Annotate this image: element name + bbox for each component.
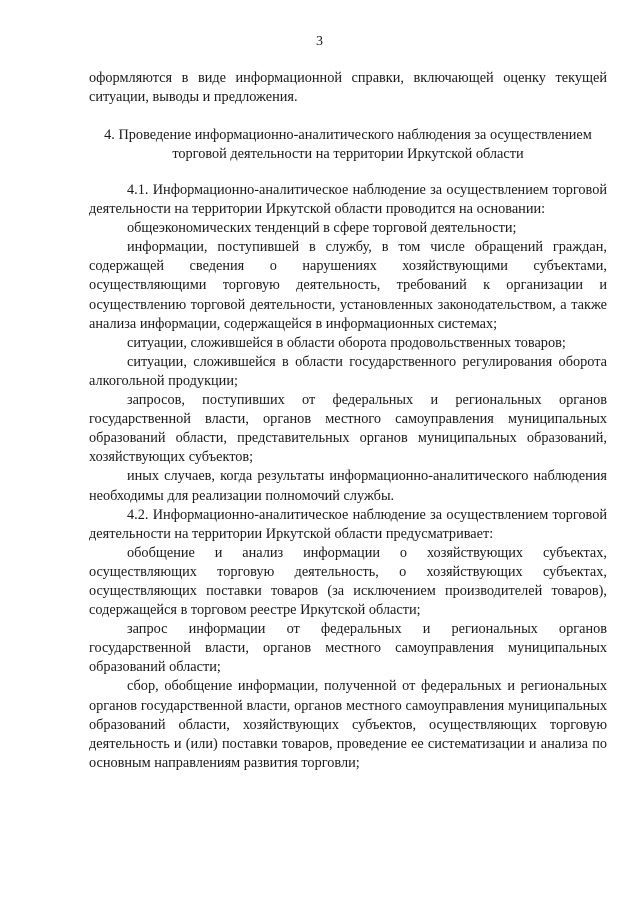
list-item: запросов, поступивших от федеральных и региональных органов государственной власти, органов местного самоуправления муниципальных образований области, представительных органов муниципальных образований, хозяйствующих субъектов; [89, 392, 607, 466]
paragraph-4-2: 4.2. Информационно-аналитическое наблюдение за осуществлением торговой деятельности на территории Иркутской области предусматривает: [89, 506, 607, 542]
section-heading-line-1: 4. Проведение информационно-аналитического наблюдения за осуществлением [104, 127, 592, 143]
page-number: 3 [316, 34, 323, 49]
list-item: иных случаев, когда результаты информационно-аналитического наблюдения необходимы для реализации полномочий службы. [89, 468, 607, 504]
section-heading-line-2: торговой деятельности на территории Иркутской области [172, 146, 524, 162]
list-item: сбор, обобщение информации, полученной от федеральных и региональных органов государственной власти, органов местного самоуправления муниципальных образований области, хозяйствующих субъектов, осуществляющих торговую деятельность и (или) поставки товаров, проведение ее систематизации и анализа по основным направлениям развития торговли; [89, 678, 607, 771]
intro-paragraph: оформляются в виде информационной справки, включающей оценку текущей ситуации, выводы и предложения. [89, 70, 607, 106]
section-body [89, 181, 607, 773]
list-item: обобщение и анализ информации о хозяйствующих субъектах, осуществляющих торговую деятельность, о хозяйствующих субъектах, осуществляющих поставки товаров (за исключением производителей товаров), содержащейся в торговом реестре Иркутской области; [89, 544, 607, 619]
section-heading [89, 126, 607, 164]
paragraph-4-1: 4.1. Информационно-аналитическое наблюдение за осуществлением торговой деятельности на территории Иркутской области проводится на основании: [89, 182, 607, 218]
list-item: запрос информации от федеральных и региональных органов государственной власти, органов местного самоуправления муниципальных образований области; [89, 621, 607, 676]
intro-block [89, 69, 607, 107]
list-item: ситуации, сложившейся в области оборота продовольственных товаров; [127, 334, 566, 351]
list-item: ситуации, сложившейся в области государственного регулирования оборота алкогольной продукции; [89, 353, 607, 389]
list-item: общеэкономических тенденций в сфере торговой деятельности; [127, 220, 517, 237]
list-item: информации, поступившей в службу, в том числе обращений граждан, содержащей сведения о нарушениях хозяйствующими субъектами, осуществляющими торговую деятельность, требований к организации и осуществлению торговой деятельности, установленных законодательством, а также анализа информации, содержащейся в информационных системах; [89, 239, 607, 332]
